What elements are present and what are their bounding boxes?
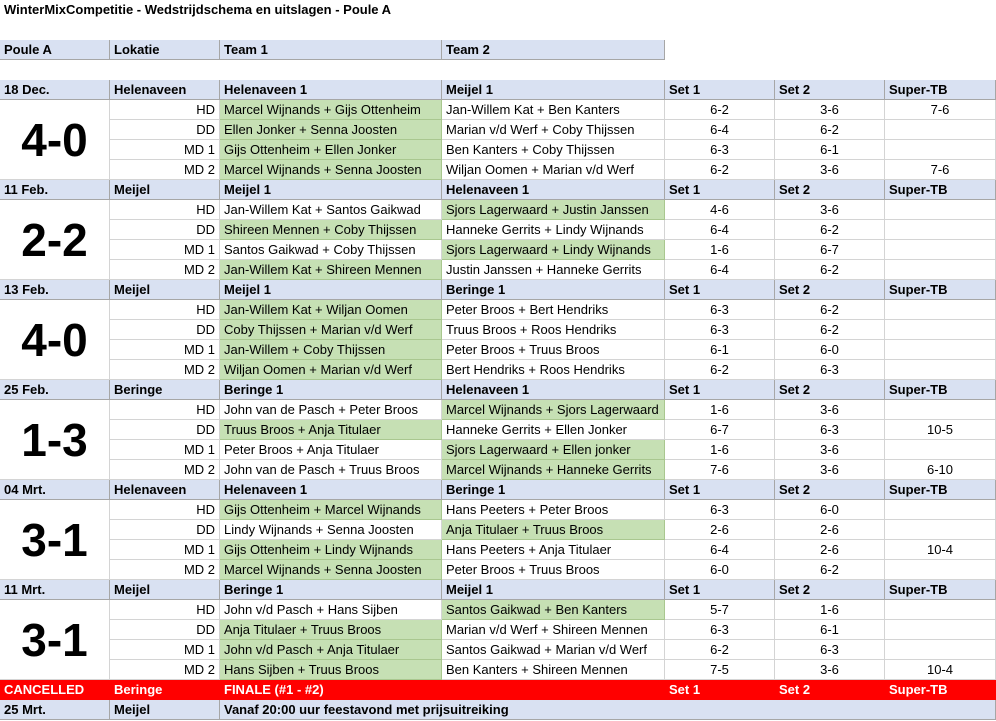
match-team1-players[interactable]: Santos Gaikwad + Coby Thijssen [220,240,442,260]
round-team2[interactable]: Meijel 1 [442,80,665,100]
match-set2[interactable]: 2-6 [775,520,885,540]
match-super-tb[interactable]: 10-4 [885,660,996,680]
round-score[interactable]: 2-2 [0,200,110,280]
match-category[interactable]: HD [110,300,220,320]
match-super-tb[interactable] [885,600,996,620]
match-team1-players[interactable]: Hans Sijben + Truus Broos [220,660,442,680]
round-location[interactable]: Helenaveen [110,80,220,100]
match-team1-players[interactable]: Wiljan Oomen + Marian v/d Werf [220,360,442,380]
match-set2[interactable]: 3-6 [775,440,885,460]
match-category[interactable]: DD [110,220,220,240]
match-super-tb[interactable]: 10-5 [885,420,996,440]
round-team2[interactable]: Beringe 1 [442,480,665,500]
match-set2[interactable]: 6-2 [775,320,885,340]
cancelled-set2[interactable]: Set 2 [775,680,885,700]
round-set2-label[interactable]: Set 2 [775,580,885,600]
match-set2[interactable]: 3-6 [775,100,885,120]
match-category[interactable]: HD [110,100,220,120]
match-team2-players[interactable]: Justin Janssen + Hanneke Gerrits [442,260,665,280]
match-team2-players[interactable]: Santos Gaikwad + Marian v/d Werf [442,640,665,660]
round-set2-label[interactable]: Set 2 [775,380,885,400]
match-category[interactable]: MD 2 [110,560,220,580]
round-set2-label[interactable]: Set 2 [775,280,885,300]
match-super-tb[interactable]: 6-10 [885,460,996,480]
match-super-tb[interactable] [885,240,996,260]
round-tb-label[interactable]: Super-TB [885,580,996,600]
match-super-tb[interactable] [885,620,996,640]
match-category[interactable]: MD 1 [110,140,220,160]
match-team2-players[interactable]: Marcel Wijnands + Hanneke Gerrits [442,460,665,480]
match-set2[interactable]: 6-0 [775,500,885,520]
final-location[interactable]: Meijel [110,700,220,720]
round-set2-label[interactable]: Set 2 [775,480,885,500]
match-team2-players[interactable]: Marian v/d Werf + Coby Thijssen [442,120,665,140]
match-set2[interactable]: 3-6 [775,200,885,220]
match-category[interactable]: MD 2 [110,460,220,480]
round-date[interactable]: 11 Feb. [0,180,110,200]
match-set1[interactable]: 7-6 [665,460,775,480]
match-category[interactable]: MD 1 [110,640,220,660]
match-super-tb[interactable] [885,340,996,360]
round-team2[interactable]: Meijel 1 [442,580,665,600]
final-date[interactable]: 25 Mrt. [0,700,110,720]
round-team1[interactable]: Helenaveen 1 [220,80,442,100]
match-team2-players[interactable]: Truus Broos + Roos Hendriks [442,320,665,340]
match-set1[interactable]: 5-7 [665,600,775,620]
round-tb-label[interactable]: Super-TB [885,180,996,200]
match-super-tb[interactable]: 7-6 [885,100,996,120]
match-team2-players[interactable]: Ben Kanters + Coby Thijssen [442,140,665,160]
match-team1-players[interactable]: Lindy Wijnands + Senna Joosten [220,520,442,540]
match-team1-players[interactable]: Marcel Wijnands + Senna Joosten [220,160,442,180]
match-team1-players[interactable]: John van de Pasch + Truus Broos [220,460,442,480]
match-super-tb[interactable] [885,500,996,520]
match-set1[interactable]: 6-4 [665,120,775,140]
round-set1-label[interactable]: Set 1 [665,280,775,300]
cancelled-final[interactable]: FINALE (#1 - #2) [220,680,442,700]
match-set1[interactable]: 1-6 [665,400,775,420]
match-team1-players[interactable]: Gijs Ottenheim + Ellen Jonker [220,140,442,160]
round-tb-label[interactable]: Super-TB [885,380,996,400]
header-lokatie[interactable]: Lokatie [110,40,220,60]
match-set1[interactable]: 6-4 [665,260,775,280]
match-set2[interactable]: 6-3 [775,360,885,380]
round-team2[interactable]: Beringe 1 [442,280,665,300]
match-super-tb[interactable] [885,260,996,280]
sheet-title[interactable]: WinterMixCompetitie - Wedstrijdschema en uitslagen - Poule A [4,2,392,17]
header-team1[interactable]: Team 1 [220,40,442,60]
match-team1-players[interactable]: Anja Titulaer + Truus Broos [220,620,442,640]
round-score[interactable]: 4-0 [0,300,110,380]
match-category[interactable]: DD [110,620,220,640]
round-team1[interactable]: Meijel 1 [220,180,442,200]
match-set2[interactable]: 3-6 [775,400,885,420]
match-set1[interactable]: 6-7 [665,420,775,440]
match-team2-players[interactable]: Anja Titulaer + Truus Broos [442,520,665,540]
match-category[interactable]: MD 2 [110,260,220,280]
match-team1-players[interactable]: Peter Broos + Anja Titulaer [220,440,442,460]
match-team2-players[interactable]: Hanneke Gerrits + Ellen Jonker [442,420,665,440]
match-team2-players[interactable]: Hans Peeters + Anja Titulaer [442,540,665,560]
match-category[interactable]: HD [110,600,220,620]
match-team2-players[interactable]: Peter Broos + Bert Hendriks [442,300,665,320]
match-category[interactable]: MD 2 [110,160,220,180]
match-category[interactable]: DD [110,320,220,340]
round-date[interactable]: 25 Feb. [0,380,110,400]
match-team2-players[interactable]: Santos Gaikwad + Ben Kanters [442,600,665,620]
match-team1-players[interactable]: Gijs Ottenheim + Lindy Wijnands [220,540,442,560]
match-category[interactable]: MD 2 [110,360,220,380]
match-category[interactable]: HD [110,200,220,220]
match-category[interactable]: MD 1 [110,540,220,560]
match-super-tb[interactable] [885,400,996,420]
round-date[interactable]: 11 Mrt. [0,580,110,600]
round-location[interactable]: Meijel [110,580,220,600]
round-location[interactable]: Meijel [110,280,220,300]
match-category[interactable]: MD 2 [110,660,220,680]
cancelled-set1[interactable]: Set 1 [665,680,775,700]
match-set1[interactable]: 7-5 [665,660,775,680]
round-location[interactable]: Beringe [110,380,220,400]
match-category[interactable]: DD [110,420,220,440]
round-set1-label[interactable]: Set 1 [665,380,775,400]
round-team1[interactable]: Beringe 1 [220,580,442,600]
match-set2[interactable]: 6-2 [775,120,885,140]
round-tb-label[interactable]: Super-TB [885,280,996,300]
match-set2[interactable]: 6-7 [775,240,885,260]
round-team1[interactable]: Helenaveen 1 [220,480,442,500]
match-set1[interactable]: 6-2 [665,100,775,120]
round-team1[interactable]: Beringe 1 [220,380,442,400]
match-set1[interactable]: 6-3 [665,620,775,640]
match-team1-players[interactable]: John van de Pasch + Peter Broos [220,400,442,420]
match-set1[interactable]: 4-6 [665,200,775,220]
match-set2[interactable]: 6-3 [775,420,885,440]
round-location[interactable]: Helenaveen [110,480,220,500]
match-set1[interactable]: 6-3 [665,500,775,520]
round-date[interactable]: 13 Feb. [0,280,110,300]
round-set1-label[interactable]: Set 1 [665,80,775,100]
match-set1[interactable]: 6-3 [665,140,775,160]
match-super-tb[interactable] [885,220,996,240]
match-set2[interactable]: 2-6 [775,540,885,560]
match-team2-players[interactable]: Peter Broos + Truus Broos [442,340,665,360]
match-set2[interactable]: 6-1 [775,140,885,160]
match-team1-players[interactable]: Jan-Willem Kat + Shireen Mennen [220,260,442,280]
match-category[interactable]: HD [110,500,220,520]
match-team1-players[interactable]: Jan-Willem + Coby Thijssen [220,340,442,360]
match-super-tb[interactable]: 10-4 [885,540,996,560]
match-set1[interactable]: 1-6 [665,440,775,460]
match-team2-players[interactable]: Hans Peeters + Peter Broos [442,500,665,520]
match-set1[interactable]: 6-4 [665,540,775,560]
match-team1-players[interactable]: John v/d Pasch + Anja Titulaer [220,640,442,660]
match-team2-players[interactable]: Wiljan Oomen + Marian v/d Werf [442,160,665,180]
match-set2[interactable]: 6-1 [775,620,885,640]
match-set2[interactable]: 1-6 [775,600,885,620]
cancelled-team2[interactable] [442,680,665,700]
match-team2-players[interactable]: Bert Hendriks + Roos Hendriks [442,360,665,380]
match-super-tb[interactable] [885,120,996,140]
match-super-tb[interactable] [885,520,996,540]
round-location[interactable]: Meijel [110,180,220,200]
match-team2-players[interactable]: Peter Broos + Truus Broos [442,560,665,580]
match-set2[interactable]: 6-2 [775,300,885,320]
round-tb-label[interactable]: Super-TB [885,80,996,100]
match-team2-players[interactable]: Sjors Lagerwaard + Ellen jonker [442,440,665,460]
match-team1-players[interactable]: John v/d Pasch + Hans Sijben [220,600,442,620]
match-super-tb[interactable]: 7-6 [885,160,996,180]
match-category[interactable]: HD [110,400,220,420]
match-set2[interactable]: 6-2 [775,220,885,240]
cancelled-status[interactable]: CANCELLED [0,680,110,700]
match-team1-players[interactable]: Ellen Jonker + Senna Joosten [220,120,442,140]
match-super-tb[interactable] [885,140,996,160]
match-super-tb[interactable] [885,300,996,320]
match-team1-players[interactable]: Jan-Willem Kat + Santos Gaikwad [220,200,442,220]
match-team1-players[interactable]: Marcel Wijnands + Gijs Ottenheim [220,100,442,120]
match-team2-players[interactable]: Marcel Wijnands + Sjors Lagerwaard [442,400,665,420]
round-date[interactable]: 18 Dec. [0,80,110,100]
match-super-tb[interactable] [885,640,996,660]
match-set1[interactable]: 2-6 [665,520,775,540]
match-super-tb[interactable] [885,440,996,460]
round-set2-label[interactable]: Set 2 [775,80,885,100]
round-team1[interactable]: Meijel 1 [220,280,442,300]
round-score[interactable]: 3-1 [0,500,110,580]
round-date[interactable]: 04 Mrt. [0,480,110,500]
match-set1[interactable]: 6-4 [665,220,775,240]
match-set1[interactable]: 1-6 [665,240,775,260]
round-score[interactable]: 3-1 [0,600,110,680]
match-set1[interactable]: 6-2 [665,640,775,660]
match-team1-players[interactable]: Marcel Wijnands + Senna Joosten [220,560,442,580]
match-set1[interactable]: 6-0 [665,560,775,580]
round-team2[interactable]: Helenaveen 1 [442,180,665,200]
match-team1-players[interactable]: Gijs Ottenheim + Marcel Wijnands [220,500,442,520]
header-poule[interactable]: Poule A [0,40,110,60]
cancelled-tb[interactable]: Super-TB [885,680,996,700]
match-team2-players[interactable]: Marian v/d Werf + Shireen Mennen [442,620,665,640]
match-team2-players[interactable]: Jan-Willem Kat + Ben Kanters [442,100,665,120]
round-score[interactable]: 4-0 [0,100,110,180]
match-team1-players[interactable]: Truus Broos + Anja Titulaer [220,420,442,440]
match-team1-players[interactable]: Jan-Willem Kat + Wiljan Oomen [220,300,442,320]
match-set2[interactable]: 3-6 [775,160,885,180]
match-super-tb[interactable] [885,200,996,220]
round-set2-label[interactable]: Set 2 [775,180,885,200]
round-team2[interactable]: Helenaveen 1 [442,380,665,400]
match-category[interactable]: MD 1 [110,240,220,260]
match-team1-players[interactable]: Shireen Mennen + Coby Thijssen [220,220,442,240]
round-set1-label[interactable]: Set 1 [665,180,775,200]
match-set2[interactable]: 6-2 [775,560,885,580]
match-team2-players[interactable]: Hanneke Gerrits + Lindy Wijnands [442,220,665,240]
match-category[interactable]: DD [110,120,220,140]
round-set1-label[interactable]: Set 1 [665,580,775,600]
match-set1[interactable]: 6-1 [665,340,775,360]
match-team1-players[interactable]: Coby Thijssen + Marian v/d Werf [220,320,442,340]
match-set1[interactable]: 6-3 [665,300,775,320]
match-category[interactable]: MD 1 [110,440,220,460]
match-super-tb[interactable] [885,360,996,380]
match-set2[interactable]: 6-0 [775,340,885,360]
match-set1[interactable]: 6-2 [665,160,775,180]
match-category[interactable]: MD 1 [110,340,220,360]
match-super-tb[interactable] [885,320,996,340]
match-team2-players[interactable]: Ben Kanters + Shireen Mennen [442,660,665,680]
match-super-tb[interactable] [885,560,996,580]
match-team2-players[interactable]: Sjors Lagerwaard + Lindy Wijnands [442,240,665,260]
header-team2[interactable]: Team 2 [442,40,665,60]
match-set1[interactable]: 6-3 [665,320,775,340]
cancelled-location[interactable]: Beringe [110,680,220,700]
final-note[interactable]: Vanaf 20:00 uur feestavond met prijsuitreiking [220,700,996,720]
round-set1-label[interactable]: Set 1 [665,480,775,500]
match-set1[interactable]: 6-2 [665,360,775,380]
match-category[interactable]: DD [110,520,220,540]
match-set2[interactable]: 6-3 [775,640,885,660]
match-set2[interactable]: 3-6 [775,460,885,480]
match-set2[interactable]: 6-2 [775,260,885,280]
round-score[interactable]: 1-3 [0,400,110,480]
round-tb-label[interactable]: Super-TB [885,480,996,500]
match-team2-players[interactable]: Sjors Lagerwaard + Justin Janssen [442,200,665,220]
match-set2[interactable]: 3-6 [775,660,885,680]
